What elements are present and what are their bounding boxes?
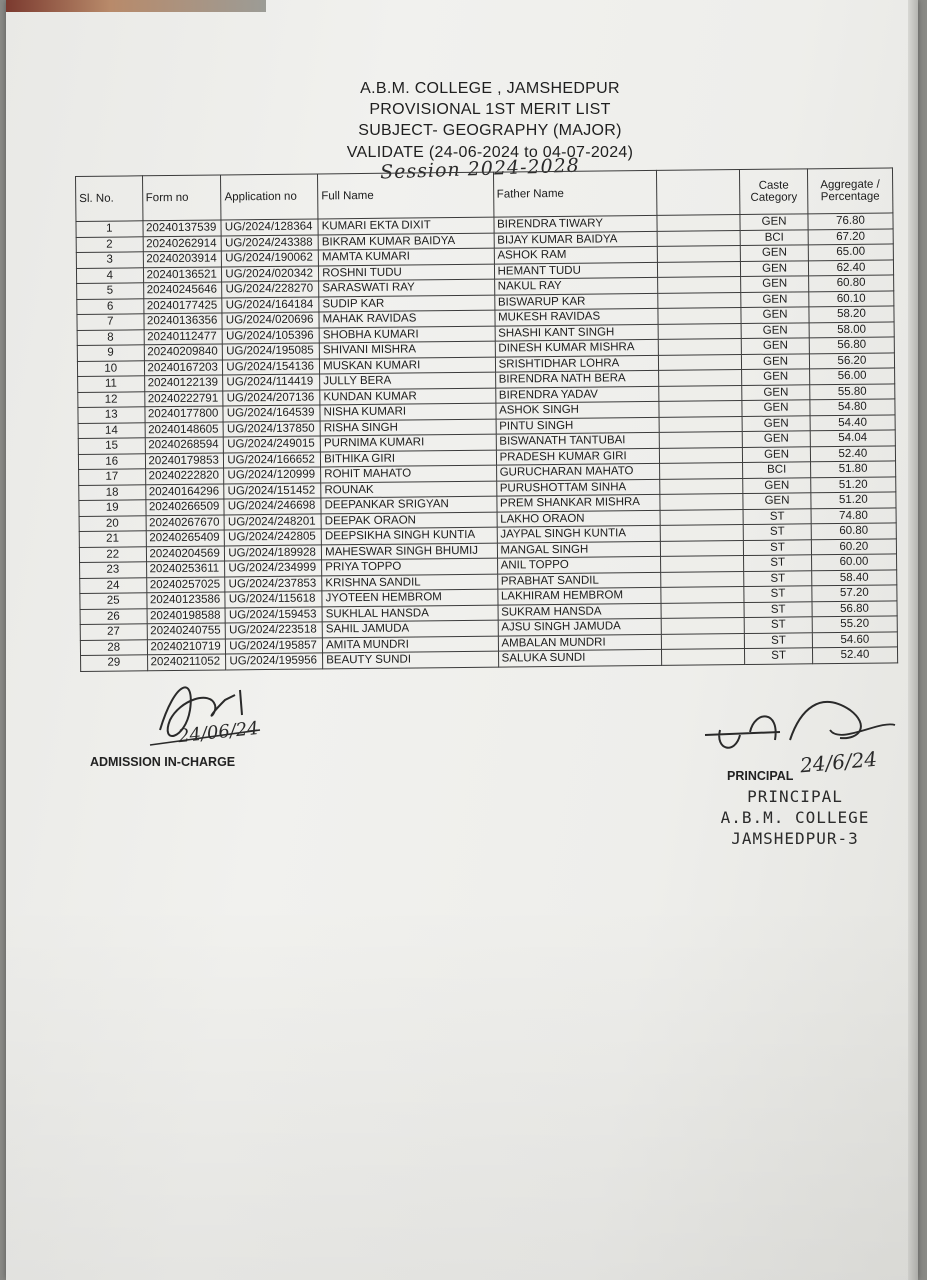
cell-caste: GEN (742, 384, 810, 400)
cell-redacted (660, 509, 744, 525)
cell-name: ROSHNI TUDU (319, 264, 495, 281)
cell-father: LAKHIRAM HEMBROM (497, 587, 661, 604)
cell-father: PINTU SINGH (496, 417, 660, 434)
cell-caste: GEN (742, 431, 810, 447)
cell-aggregate: 76.80 (808, 213, 893, 229)
cell-caste: GEN (741, 307, 809, 323)
cell-caste: ST (744, 617, 812, 633)
cell-father: PURUSHOTTAM SINHA (496, 479, 660, 496)
cell-form: 20240253611 (146, 561, 225, 577)
cell-caste: GEN (741, 291, 809, 307)
cell-aggregate: 51.20 (811, 492, 896, 508)
cell-application: UG/2024/207136 (223, 389, 320, 406)
cell-caste: GEN (743, 446, 811, 462)
cell-sl: 8 (77, 329, 144, 345)
cell-father: SALUKA SUNDI (498, 649, 662, 666)
validity-line: VALIDATE (24-06-2024 to 04-07-2024) (346, 144, 634, 161)
cell-sl: 7 (77, 314, 144, 330)
header-sl: Sl. No. (76, 176, 143, 222)
cell-father: ANIL TOPPO (497, 556, 661, 573)
cell-caste: ST (744, 601, 812, 617)
cell-sl: 27 (80, 624, 147, 640)
college-name: A.B.M. COLLEGE , JAMSHEDPUR (360, 80, 620, 97)
cell-father: AJSU SINGH JAMUDA (498, 618, 662, 635)
list-title: PROVISIONAL 1ST MERIT LIST (369, 101, 611, 118)
cell-sl: 25 (80, 593, 147, 609)
cell-caste: ST (743, 508, 811, 524)
cell-application: UG/2024/223518 (226, 622, 323, 639)
cell-caste: ST (744, 586, 812, 602)
cell-form: 20240262914 (143, 235, 222, 251)
cell-sl: 21 (79, 531, 146, 547)
cell-application: UG/2024/114419 (223, 374, 320, 391)
cell-aggregate: 56.80 (809, 337, 894, 353)
cell-sl: 20 (79, 515, 146, 531)
cell-form: 20240137539 (142, 220, 221, 236)
cell-name: MAHESWAR SINGH BHUMIJ (321, 543, 497, 560)
cell-father: SRISHTIDHAR LOHRA (495, 355, 659, 372)
cell-redacted (657, 215, 741, 231)
table-body (76, 213, 898, 671)
cell-application: UG/2024/242805 (225, 529, 322, 546)
cell-sl: 15 (78, 438, 145, 454)
cell-father: HEMANT TUDU (494, 262, 658, 279)
cell-application: UG/2024/128364 (221, 219, 318, 236)
cell-father: BIRENDRA YADAV (495, 386, 659, 403)
cell-father: BIJAY KUMAR BAIDYA (494, 231, 658, 248)
cell-aggregate: 56.00 (809, 368, 894, 384)
cell-name: SAHIL JAMUDA (322, 620, 498, 637)
cell-sl: 16 (78, 453, 145, 469)
cell-aggregate: 67.20 (808, 228, 893, 244)
header-aggregate: Aggregate / Percentage (807, 168, 893, 214)
cell-name: DEEPANKAR SRIGYAN (321, 496, 497, 513)
cell-sl: 6 (77, 298, 144, 314)
cell-sl: 13 (78, 407, 145, 423)
cell-name: MUSKAN KUMARI (320, 357, 496, 374)
cell-form: 20240245646 (143, 282, 222, 298)
cell-name: SUDIP KAR (319, 295, 495, 312)
cell-redacted (659, 463, 743, 479)
cell-application: UG/2024/195956 (226, 653, 323, 670)
cell-application: UG/2024/246698 (224, 498, 321, 515)
cell-name: SHOBHA KUMARI (319, 326, 495, 343)
cell-father: JAYPAL SINGH KUNTIA (497, 525, 661, 542)
cell-caste: GEN (742, 415, 810, 431)
cell-name: MAMTA KUMARI (318, 248, 494, 265)
cell-form: 20240209840 (144, 344, 223, 360)
cell-caste: BCI (740, 229, 808, 245)
cell-application: UG/2024/137850 (223, 420, 320, 437)
cell-form: 20240211052 (147, 654, 226, 670)
cell-aggregate: 58.00 (809, 321, 894, 337)
stamp-line-principal: PRINCIPAL (747, 787, 843, 806)
cell-sl: 11 (78, 376, 145, 392)
handwritten-session: Session 2024-2028 (379, 154, 581, 184)
cell-form: 20240257025 (146, 576, 225, 592)
cell-redacted (660, 478, 744, 494)
cell-aggregate: 60.80 (811, 523, 896, 539)
cell-redacted (661, 587, 745, 603)
cell-redacted (661, 649, 745, 665)
cell-sl: 3 (76, 252, 143, 268)
cell-aggregate: 60.20 (811, 538, 896, 554)
header-father: Father Name (493, 170, 657, 217)
cell-aggregate: 62.40 (808, 259, 893, 275)
subject-line: SUBJECT- GEOGRAPHY (MAJOR) (358, 122, 622, 139)
cell-name: JULLY BERA (320, 372, 496, 389)
cell-redacted (658, 277, 742, 293)
cell-caste: GEN (741, 245, 809, 261)
cell-redacted (660, 525, 744, 541)
cell-name: PRIYA TOPPO (322, 558, 498, 575)
cell-caste: ST (744, 570, 812, 586)
cell-aggregate: 57.20 (812, 585, 897, 601)
cell-application: UG/2024/020696 (222, 312, 319, 329)
cell-sl: 10 (77, 360, 144, 376)
cell-sl: 26 (80, 608, 147, 624)
cell-father: PRABHAT SANDIL (497, 572, 661, 589)
cell-form: 20240167203 (144, 359, 223, 375)
cell-name: KUNDAN KUMAR (320, 388, 496, 405)
cell-aggregate: 51.20 (811, 476, 896, 492)
cell-aggregate: 51.80 (810, 461, 895, 477)
admission-sign-date: 24/06/24 (177, 717, 260, 748)
cell-father: ASHOK SINGH (495, 401, 659, 418)
cell-father: BISWANATH TANTUBAI (496, 432, 660, 449)
cell-caste: GEN (741, 276, 809, 292)
cell-name: SUKHLAL HANSDA (322, 605, 498, 622)
cell-application: UG/2024/190062 (222, 250, 319, 267)
cell-caste: GEN (742, 353, 810, 369)
cell-redacted (661, 571, 745, 587)
cell-sl: 5 (77, 283, 144, 299)
cell-caste: ST (744, 555, 812, 571)
cell-application: UG/2024/249015 (224, 436, 321, 453)
cell-caste: GEN (742, 400, 810, 416)
principal-label: PRINCIPAL (727, 769, 794, 783)
cell-sl: 19 (79, 500, 146, 516)
cell-application: UG/2024/105396 (222, 327, 319, 344)
cell-redacted (657, 261, 741, 277)
cell-name: RISHA SINGH (320, 419, 496, 436)
cell-sl: 22 (79, 546, 146, 562)
cell-redacted (661, 633, 745, 649)
cell-aggregate: 54.60 (812, 631, 897, 647)
cell-redacted (658, 354, 742, 370)
cell-father: LAKHO ORAON (497, 510, 661, 527)
cell-redacted (660, 556, 744, 572)
cell-aggregate: 54.04 (810, 430, 895, 446)
cell-application: UG/2024/195085 (223, 343, 320, 360)
cell-caste: ST (744, 539, 812, 555)
cell-form: 20240267670 (146, 514, 225, 530)
cell-caste: ST (743, 524, 811, 540)
cell-father: DINESH KUMAR MISHRA (495, 339, 659, 356)
cell-redacted (659, 447, 743, 463)
cell-aggregate: 60.10 (809, 290, 894, 306)
cell-caste: GEN (742, 338, 810, 354)
cell-application: UG/2024/120999 (224, 467, 321, 484)
cell-name: DEEPAK ORAON (321, 512, 497, 529)
cell-name: MAHAK RAVIDAS (319, 310, 495, 327)
page-shadow (6, 900, 918, 1280)
cell-form: 20240136521 (143, 266, 222, 282)
cell-application: UG/2024/154136 (223, 358, 320, 375)
cell-redacted (658, 308, 742, 324)
cell-redacted (661, 602, 745, 618)
cell-name: DEEPSIKHA SINGH KUNTIA (321, 527, 497, 544)
cell-aggregate: 52.40 (812, 647, 897, 663)
cell-application: UG/2024/248201 (224, 513, 321, 530)
cell-application: UG/2024/234999 (225, 560, 322, 577)
cell-form: 20240177800 (144, 406, 223, 422)
principal-stamp (700, 786, 890, 849)
cell-application: UG/2024/164539 (223, 405, 320, 422)
cell-application: UG/2024/159453 (225, 606, 322, 623)
cell-redacted (657, 230, 741, 246)
cell-father: AMBALAN MUNDRI (498, 634, 662, 651)
cell-form: 20240204569 (146, 545, 225, 561)
cell-father: BIRENDRA NATH BERA (495, 370, 659, 387)
admission-label: ADMISSION IN-CHARGE (90, 755, 236, 769)
header-name: Full Name (318, 172, 494, 219)
cell-redacted (658, 370, 742, 386)
cell-redacted (658, 339, 742, 355)
cell-name: KUMARI EKTA DIXIT (318, 217, 494, 234)
cell-aggregate: 55.80 (810, 383, 895, 399)
cell-form: 20240203914 (143, 251, 222, 267)
cell-aggregate: 58.20 (809, 306, 894, 322)
cell-sl: 24 (80, 577, 147, 593)
cell-form: 20240265409 (146, 530, 225, 546)
cell-aggregate: 56.20 (809, 352, 894, 368)
cell-redacted (657, 246, 741, 262)
cell-aggregate: 60.80 (808, 275, 893, 291)
cell-sl: 12 (78, 391, 145, 407)
cell-name: ROUNAK (321, 481, 497, 498)
cell-redacted (660, 540, 744, 556)
cell-application: UG/2024/164184 (222, 296, 319, 313)
cell-caste: ST (745, 648, 813, 664)
cell-father: MUKESH RAVIDAS (494, 308, 658, 325)
cell-caste: GEN (741, 322, 809, 338)
cell-form: 20240222820 (145, 468, 224, 484)
cell-form: 20240266509 (145, 499, 224, 515)
cell-name: BIKRAM KUMAR BAIDYA (318, 233, 494, 250)
cell-father: ASHOK RAM (494, 246, 658, 263)
cell-father: MANGAL SINGH (497, 541, 661, 558)
cell-application: UG/2024/228270 (222, 281, 319, 298)
stamp-line-college: A.B.M. COLLEGE (720, 808, 870, 827)
cell-sl: 18 (79, 484, 146, 500)
cell-father: PREM SHANKAR MISHRA (496, 494, 660, 511)
cell-aggregate: 74.80 (811, 507, 896, 523)
cell-redacted (660, 494, 744, 510)
cell-father: BISWARUP KAR (494, 293, 658, 310)
cell-aggregate: 56.80 (812, 600, 897, 616)
cell-form: 20240222791 (144, 390, 223, 406)
cell-name: NISHA KUMARI (320, 403, 496, 420)
cell-redacted (659, 401, 743, 417)
header-form: Form no (142, 175, 221, 221)
cell-form: 20240210719 (147, 638, 226, 654)
cell-form: 20240268594 (145, 437, 224, 453)
cell-form: 20240136356 (143, 313, 222, 329)
cell-name: BITHIKA GIRI (321, 450, 497, 467)
cell-sl: 29 (81, 655, 148, 671)
cell-application: UG/2024/189928 (225, 544, 322, 561)
stamp-line-city: JAMSHEDPUR-3 (731, 829, 859, 848)
cell-father: NAKUL RAY (494, 277, 658, 294)
cell-name: SHIVANI MISHRA (319, 341, 495, 358)
cell-name: SARASWATI RAY (319, 279, 495, 296)
cell-redacted (659, 385, 743, 401)
cell-name: JYOTEEN HEMBROM (322, 589, 498, 606)
cell-application: UG/2024/243388 (221, 234, 318, 251)
cell-caste: ST (745, 632, 813, 648)
cell-application: UG/2024/151452 (224, 482, 321, 499)
cell-application: UG/2024/166652 (224, 451, 321, 468)
cell-form: 20240148605 (145, 421, 224, 437)
cell-sl: 9 (77, 345, 144, 361)
cell-form: 20240198588 (147, 607, 226, 623)
cell-name: AMITA MUNDRI (322, 636, 498, 653)
cell-form: 20240123586 (146, 592, 225, 608)
cell-form: 20240122139 (144, 375, 223, 391)
cell-aggregate: 65.00 (808, 244, 893, 260)
principal-sign-date: 24/6/24 (799, 746, 879, 778)
cell-caste: GEN (741, 260, 809, 276)
cell-aggregate: 52.40 (810, 445, 895, 461)
cell-father: SHASHI KANT SINGH (495, 324, 659, 341)
cell-redacted (659, 416, 743, 432)
cell-name: PURNIMA KUMARI (320, 434, 496, 451)
cell-caste: GEN (743, 493, 811, 509)
cell-sl: 1 (76, 221, 143, 237)
header-application: Application no (221, 174, 318, 220)
cell-name: KRISHNA SANDIL (322, 574, 498, 591)
cell-form: 20240164296 (145, 483, 224, 499)
cell-caste: GEN (742, 369, 810, 385)
page-edge (6, 0, 266, 12)
cell-application: UG/2024/237853 (225, 575, 322, 592)
cell-father: GURUCHARAN MAHATO (496, 463, 660, 480)
cell-aggregate: 55.20 (812, 616, 897, 632)
cell-redacted (659, 432, 743, 448)
cell-aggregate: 54.40 (810, 414, 895, 430)
cell-name: BEAUTY SUNDI (323, 651, 499, 668)
cell-name: ROHIT MAHATO (321, 465, 497, 482)
cell-redacted (658, 292, 742, 308)
cell-sl: 17 (79, 469, 146, 485)
cell-father: PRADESH KUMAR GIRI (496, 448, 660, 465)
cell-father: BIRENDRA TIWARY (494, 215, 658, 232)
cell-father: SUKRAM HANSDA (498, 603, 662, 620)
cell-aggregate: 60.00 (811, 554, 896, 570)
cell-redacted (658, 323, 742, 339)
cell-caste: GEN (740, 214, 808, 230)
cell-aggregate: 54.80 (810, 399, 895, 415)
cell-sl: 23 (80, 562, 147, 578)
cell-caste: GEN (743, 477, 811, 493)
cell-sl: 28 (80, 639, 147, 655)
cell-form: 20240240755 (147, 623, 226, 639)
merit-list-table (75, 167, 898, 671)
cell-redacted (661, 618, 745, 634)
cell-application: UG/2024/115618 (225, 591, 322, 608)
cell-sl: 4 (76, 267, 143, 283)
cell-form: 20240112477 (144, 328, 223, 344)
cell-sl: 2 (76, 236, 143, 252)
cell-aggregate: 58.40 (812, 569, 897, 585)
cell-form: 20240179853 (145, 452, 224, 468)
header-caste: Caste Category (740, 169, 808, 215)
cell-sl: 14 (78, 422, 145, 438)
cell-caste: BCI (743, 462, 811, 478)
cell-application: UG/2024/195857 (226, 637, 323, 654)
admission-signature (140, 670, 300, 760)
cell-application: UG/2024/020342 (222, 265, 319, 282)
cell-form: 20240177425 (143, 297, 222, 313)
header-redacted (656, 170, 740, 216)
